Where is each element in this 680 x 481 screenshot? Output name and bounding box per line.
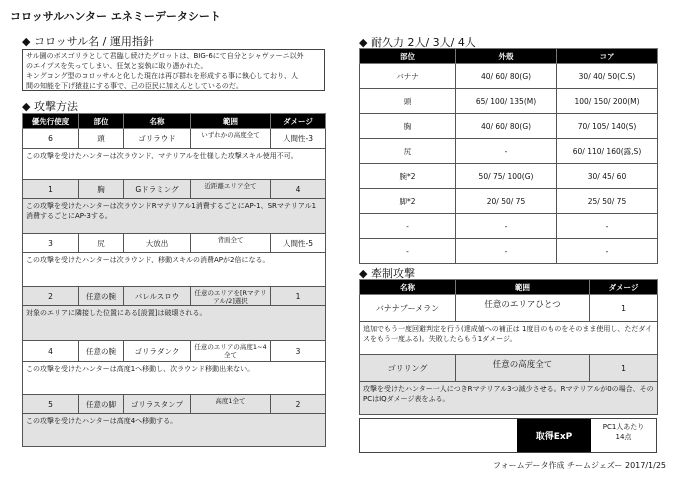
overview-line: サル園のボスゴリラとして君臨し続けたグロットは、BIG-6にて自分とシャヴァーニ以外 <box>26 52 304 60</box>
durability-part: 脚*2 <box>360 189 456 214</box>
counter-name: ゴリリング <box>360 355 456 382</box>
attack-row <box>23 234 326 253</box>
durability-part: 胸 <box>360 114 456 139</box>
attack-part: 尻 <box>79 234 124 253</box>
counter-range: 任意の高度全て <box>456 355 590 382</box>
durability-core: 100/ 150/ 200(M) <box>557 89 658 114</box>
attack-damage: 人間性-3 <box>271 129 326 149</box>
durability-heading: ◆ 耐久力 2人/ 3人/ 4人 <box>359 36 476 49</box>
exp-value <box>591 419 656 452</box>
counter-name: バナナブーメラン <box>360 295 456 322</box>
counter-damage: 1 <box>590 355 658 382</box>
header-core: コア <box>557 49 658 64</box>
durability-part: - <box>360 214 456 239</box>
exp-label: 取得ExP <box>517 419 591 452</box>
durability-shell: 20/ 50/ 75 <box>456 189 557 214</box>
counter-desc-row <box>360 382 658 415</box>
durability-core: 30/ 40/ 50(C.S) <box>557 64 658 89</box>
exp-value-line: 14点 <box>615 433 632 441</box>
durability-row <box>360 214 658 239</box>
header-priority: 優先行使度 <box>23 114 79 129</box>
durability-header-row <box>360 49 658 64</box>
attack-row <box>23 395 326 414</box>
attacks-heading: ◆ 攻撃方法 <box>22 100 78 113</box>
durability-shell: 65/ 100/ 135(M) <box>456 89 557 114</box>
durability-row <box>360 239 658 264</box>
header-damage: ダメージ <box>590 280 658 295</box>
page-title: コロッサルハンター エネミーデータシート <box>10 10 221 23</box>
header-range: 範囲 <box>191 114 271 129</box>
attack-range: 近距離エリア全て <box>191 180 271 199</box>
durability-core: 70/ 105/ 140(S) <box>557 114 658 139</box>
attack-name: 大放出 <box>124 234 191 253</box>
attack-priority: 4 <box>23 341 79 362</box>
header-part: 部位 <box>360 49 456 64</box>
attack-name: ゴリラスタンプ <box>124 395 191 414</box>
durability-row <box>360 164 658 189</box>
durability-part: 腕*2 <box>360 164 456 189</box>
header-name: 名称 <box>360 280 456 295</box>
attack-name: ゴリラダンク <box>124 341 191 362</box>
attack-description: この攻撃を受けたハンターは次ラウンド、移動スキルの消費APが2倍になる。 <box>23 253 326 287</box>
durability-shell: 40/ 60/ 80(G) <box>456 114 557 139</box>
exp-blank <box>360 419 517 452</box>
counter-header-row <box>360 280 658 295</box>
overview-heading: ◆ コロッサル名 / 運用指針 <box>22 35 154 48</box>
attack-row <box>23 341 326 362</box>
overview-line: キングコング型のコロッサルと化した現在は再び群れを形成する事に執心しており、人 <box>26 72 299 80</box>
durability-table <box>359 48 658 264</box>
counter-description: 攻撃を受けたハンター一人につきRマテリアル3つ減少させる。Rマテリアルが0の場合、そのPCはIQダメージ表をふる。 <box>360 382 658 415</box>
attack-range: いずれかの高度全て <box>191 129 271 149</box>
header-range: 範囲 <box>456 280 590 295</box>
attack-desc-row <box>23 149 326 180</box>
attack-row <box>23 129 326 149</box>
attacks-table <box>22 113 326 447</box>
durability-row <box>360 89 658 114</box>
attack-description: この攻撃を受けたハンターは高度4へ移動する。 <box>23 414 326 447</box>
attack-range: 高度1全て <box>191 395 271 414</box>
attack-priority: 3 <box>23 234 79 253</box>
attack-range: 任意のエリアを[Rマテリアル/2]選択 <box>191 287 271 306</box>
attack-part: 任意の腕 <box>79 341 124 362</box>
attack-row <box>23 180 326 199</box>
attack-name: ゴリラウド <box>124 129 191 149</box>
attack-description: この攻撃を受けたハンターは次ラウンド、マテリアルを仕様した攻撃スキル使用不可。 <box>23 149 326 180</box>
durability-core: 60/ 110/ 160(露,S) <box>557 139 658 164</box>
counter-damage: 1 <box>590 295 658 322</box>
durability-row <box>360 189 658 214</box>
counter-description: 追加でもう一度回避判定を行う(達成値への補正は 1度目のものをそのまま使用し、ただダイスをもう一度ふる)。失敗したらもう1ダメージ。 <box>360 322 658 355</box>
durability-row <box>360 114 658 139</box>
durability-shell: 50/ 75/ 100(G) <box>456 164 557 189</box>
attack-priority: 2 <box>23 287 79 306</box>
header-damage: ダメージ <box>271 114 326 129</box>
durability-shell: 40/ 60/ 80(G) <box>456 64 557 89</box>
durability-part: バナナ <box>360 64 456 89</box>
counter-desc-row <box>360 322 658 355</box>
attack-name: バレルスロウ <box>124 287 191 306</box>
durability-core: 25/ 50/ 75 <box>557 189 658 214</box>
attack-damage: 1 <box>271 287 326 306</box>
attack-damage: 4 <box>271 180 326 199</box>
counter-row <box>360 355 658 382</box>
attack-range: 背面全て <box>191 234 271 253</box>
attack-range: 任意のエリアの高度1~4全て <box>191 341 271 362</box>
durability-row <box>360 139 658 164</box>
attacks-header-row <box>23 114 326 129</box>
durability-core: - <box>557 239 658 264</box>
attack-desc-row <box>23 199 326 234</box>
attack-part: 任意の腕 <box>79 287 124 306</box>
counter-row <box>360 295 658 322</box>
attack-damage: 人間性-5 <box>271 234 326 253</box>
durability-core: - <box>557 214 658 239</box>
attack-row <box>23 287 326 306</box>
attack-part: 任意の脚 <box>79 395 124 414</box>
durability-part: - <box>360 239 456 264</box>
header-name: 名称 <box>124 114 191 129</box>
attack-description: この攻撃を受けたハンターは高度1へ移動し、次ラウンド移動出来ない。 <box>23 362 326 395</box>
attack-damage: 3 <box>271 341 326 362</box>
attack-description: 対象のエリアに隣接した位置にある[設置]は破壊される。 <box>23 306 326 341</box>
attack-desc-row <box>23 362 326 395</box>
footer-credit: フォームデータ作成 チームジェズー 2017/1/25 <box>493 461 666 470</box>
attack-desc-row <box>23 253 326 287</box>
overview-line: 間の知能を下げ猿並にする事で、己の臣民に加えんとしているのだ。 <box>26 82 243 90</box>
durability-part: 頭 <box>360 89 456 114</box>
attack-desc-row <box>23 414 326 447</box>
overview-box <box>22 49 325 91</box>
durability-row <box>360 64 658 89</box>
durability-shell: - <box>456 214 557 239</box>
attack-damage: 2 <box>271 395 326 414</box>
attack-priority: 1 <box>23 180 79 199</box>
durability-core: 30/ 45/ 60 <box>557 164 658 189</box>
durability-part: 尻 <box>360 139 456 164</box>
overview-line: のエイプスを失ってしまい、狂気と妄執に取り憑かれた。 <box>26 62 208 70</box>
attack-part: 頭 <box>79 129 124 149</box>
attack-desc-row <box>23 306 326 341</box>
header-part: 部位 <box>79 114 124 129</box>
attack-description: この攻撃を受けたハンターは次ラウンドRマテリアル1消費するごとにAP-1、SRマテリアル1消費するごとにAP-3する。 <box>23 199 326 234</box>
attack-name: Gドラミング <box>124 180 191 199</box>
counter-heading: ◆ 牽制攻撃 <box>359 267 415 280</box>
durability-shell: - <box>456 239 557 264</box>
exp-value-line: PC1人あたり <box>602 423 645 431</box>
counter-table <box>359 279 658 415</box>
header-shell: 外殻 <box>456 49 557 64</box>
exp-box <box>359 418 657 453</box>
counter-range: 任意のエリアひとつ <box>456 295 590 322</box>
attack-part: 胸 <box>79 180 124 199</box>
durability-shell: - <box>456 139 557 164</box>
attack-priority: 5 <box>23 395 79 414</box>
attack-priority: 6 <box>23 129 79 149</box>
